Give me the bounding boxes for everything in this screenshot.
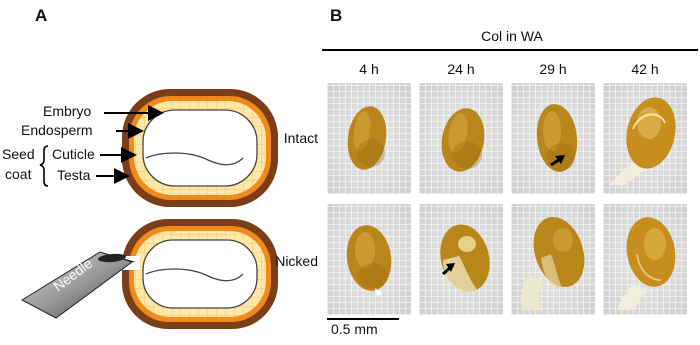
photo-intact-29h [511,83,595,194]
scale-bar [327,318,399,320]
cuticle-label: Cuticle [52,146,95,162]
scale-bar-label: 0.5 mm [331,321,378,337]
endosperm-label: Endosperm [21,122,93,138]
column-header-24h: 24 h [447,61,475,77]
column-header-4h: 4 h [359,61,379,77]
row-label-nicked: Nicked [275,253,318,269]
seed-coat-label-line2: coat [5,166,32,182]
testa-label: Testa [57,167,91,183]
column-header-42h: 42 h [631,61,659,77]
header-rule [322,49,698,51]
panel-a-label: A [35,6,48,25]
seed-coat-label-line1: Seed [2,146,35,162]
seed-diagram [0,0,320,340]
photo-intact-4h [327,83,411,194]
row-label-intact: Intact [283,130,318,146]
embryo-region [143,110,257,186]
seed-diagram-panel [0,0,320,340]
radicle [617,284,649,310]
photo-intact-42h [603,83,687,194]
condition-title: Col in WA [481,28,543,44]
nicked-seed-diagram [118,219,278,329]
photo-intact-24h [419,83,503,194]
needle-label: Needle [50,254,96,295]
embryo-label: Embryo [43,103,92,119]
photo-nicked-24h [419,204,503,315]
panel-b-label: B [330,6,343,25]
photo-nicked-42h [603,204,687,315]
photo-nicked-4h [327,204,411,315]
seed-coat-bracket [40,146,48,186]
radicle [521,276,545,310]
column-header-29h: 29 h [539,61,567,77]
photo-nicked-29h [511,204,595,315]
intact-seed-diagram [122,89,278,207]
